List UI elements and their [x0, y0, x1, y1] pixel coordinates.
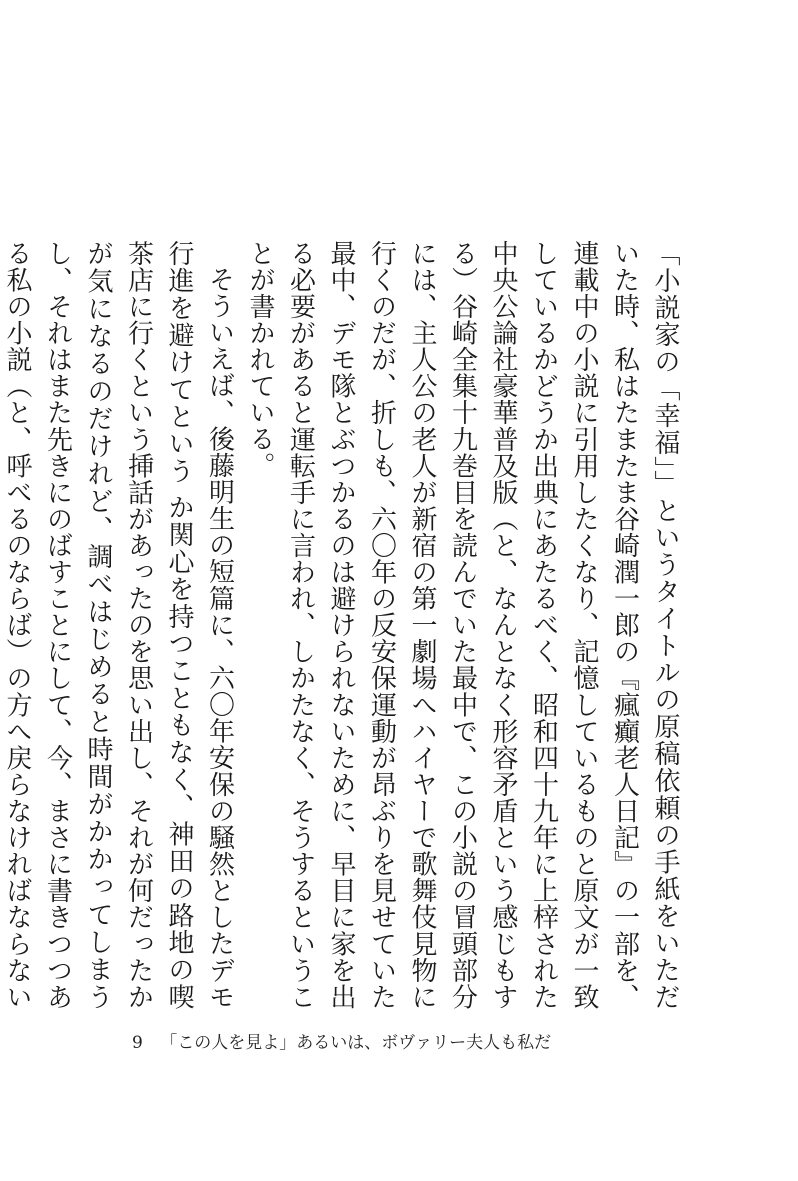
page-footer — [132, 1028, 551, 1053]
vertical-body-text — [2, 240, 685, 1011]
page-number: 9 — [132, 1033, 143, 1053]
running-title: 「この人を見よ」あるいは、ボヴァリー夫人も私だ — [160, 1033, 552, 1053]
paragraph: そういえば、後藤明生の短篇に、六〇年安保の騒然としたデモ行進を避けてという か関心を持つこともなく、神田の路地の喫茶店に行くという挿話があったのを思い出し、それが何だったかが気になるのだけれど、調べはじめると時間がかかってしまうし、それはまた先きにのばすことにして、今、まさに書きつつある私の小説（と、呼べるのならば）の方へ戻らなければならない — [2, 240, 235, 1010]
paragraph: 「小説家の「幸福」」というタイトルの原稿依頼の手紙をいただいた時、私はたまたま谷崎潤一郎の『瘋癲老人日記』の一部を、連載中の小説に引用したくなり、記憶しているものと原文が一致しているかどうか出典にあたるべく、昭和四十九年に上梓された中央公論社豪華普及版（と、なんとなく形容矛盾という感じもする）谷崎全集十九巻目を読んでいた最中で、この小説の冒頭部分には、主人公の老人が新宿の第一劇場へハイヤーで歌舞伎見物に行くのだが、折しも、六〇年の反安保運動が昂ぶりを見せていた最中、デモ隊とぶつかるのは避けられないために、早目に家を出る必要があると運転手に言われ、しかたなく、そうするということが書かれている。 — [245, 240, 680, 1011]
